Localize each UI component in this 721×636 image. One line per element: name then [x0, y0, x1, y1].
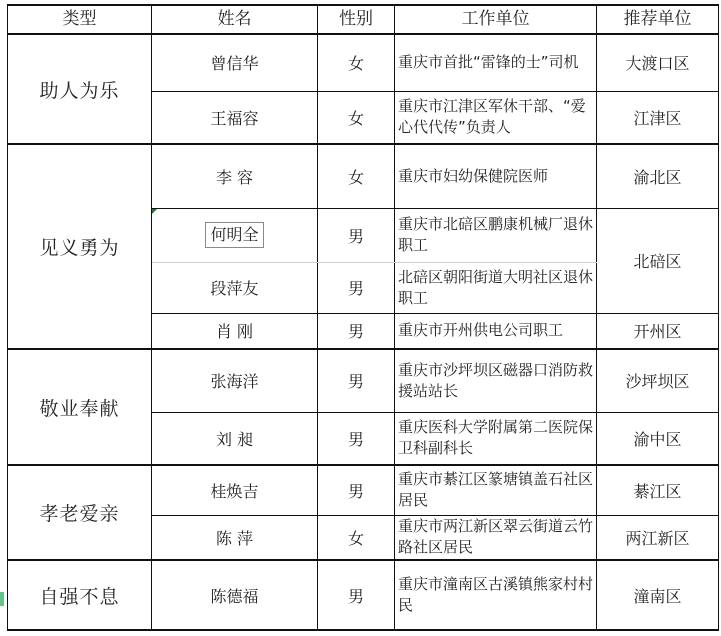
work-cell[interactable]: 重庆市江津区军休干部、“爱心代代传”负责人 [395, 91, 597, 144]
region-cell[interactable]: 潼南区 [597, 560, 719, 630]
group-cell[interactable]: 助人为乐 [8, 34, 152, 144]
table-row [8, 465, 719, 515]
region-cell[interactable]: 江津区 [597, 91, 719, 144]
region-cell[interactable]: 北碚区 [597, 208, 719, 313]
comment-flag-icon [152, 209, 157, 214]
name-cell[interactable]: 刘 昶 [152, 412, 318, 465]
header-region[interactable]: 推荐单位 [597, 5, 719, 34]
gender-cell[interactable]: 女 [318, 91, 395, 144]
gender-cell[interactable]: 男 [318, 262, 395, 313]
work-cell[interactable]: 重庆市首批“雷锋的士”司机 [395, 34, 597, 91]
table-row [8, 560, 719, 630]
name-cell[interactable]: 李 容 [152, 144, 318, 208]
header-gender[interactable]: 性别 [318, 5, 395, 34]
region-cell[interactable]: 两江新区 [597, 515, 719, 560]
gender-cell[interactable]: 男 [318, 465, 395, 515]
name-cell[interactable]: 王福容 [152, 91, 318, 144]
group-cell[interactable]: 孝老爱亲 [8, 465, 152, 560]
name-cell[interactable]: 陈德福 [152, 560, 318, 630]
table-row [8, 144, 719, 208]
region-cell[interactable]: 渝北区 [597, 144, 719, 208]
gender-cell[interactable]: 女 [318, 34, 395, 91]
name-cell[interactable]: 桂焕吉 [152, 465, 318, 515]
work-cell[interactable]: 重庆市綦江区篆塘镇盖石社区居民 [395, 465, 597, 515]
name-cell[interactable]: 段萍友 [152, 262, 318, 313]
gender-cell[interactable]: 男 [318, 208, 395, 262]
work-cell[interactable]: 重庆医科大学附属第二医院保卫科副科长 [395, 412, 597, 465]
group-cell[interactable]: 自强不息 [8, 560, 152, 630]
gender-cell[interactable]: 男 [318, 412, 395, 465]
region-cell[interactable]: 大渡口区 [597, 34, 719, 91]
work-cell[interactable]: 重庆市北碚区鹏康机械厂退休职工 [395, 208, 597, 262]
work-cell[interactable]: 重庆市两江新区翠云街道云竹路社区居民 [395, 515, 597, 560]
region-cell[interactable]: 綦江区 [597, 465, 719, 515]
gender-cell[interactable]: 男 [318, 313, 395, 349]
work-cell[interactable]: 重庆市妇幼保健院医师 [395, 144, 597, 208]
header-work[interactable]: 工作单位 [395, 5, 597, 34]
name-cell[interactable]: 肖 刚 [152, 313, 318, 349]
work-cell[interactable]: 重庆市开州供电公司职工 [395, 313, 597, 349]
gender-cell[interactable]: 男 [318, 349, 395, 412]
gender-cell[interactable]: 女 [318, 144, 395, 208]
name-cell-selected[interactable] [152, 208, 318, 262]
region-cell[interactable]: 沙坪坝区 [597, 349, 719, 412]
group-cell[interactable]: 敬业奉献 [8, 349, 152, 465]
region-cell[interactable]: 开州区 [597, 313, 719, 349]
table-row [8, 349, 719, 412]
work-cell[interactable]: 重庆市潼南区古溪镇熊家村村民 [395, 560, 597, 630]
honor-list-table [7, 4, 719, 631]
region-cell[interactable]: 渝中区 [597, 412, 719, 465]
gender-cell[interactable]: 女 [318, 515, 395, 560]
selected-name[interactable]: 何明全 [205, 222, 263, 248]
header-row [8, 5, 719, 34]
gender-cell[interactable]: 男 [318, 560, 395, 630]
group-cell[interactable]: 见义勇为 [8, 144, 152, 349]
work-cell[interactable]: 重庆市沙坪坝区磁器口消防救援站站长 [395, 349, 597, 412]
name-cell[interactable]: 张海洋 [152, 349, 318, 412]
gutter-marker [0, 592, 4, 606]
name-cell[interactable]: 陈 萍 [152, 515, 318, 560]
work-cell[interactable]: 北碚区朝阳街道大明社区退休职工 [395, 262, 597, 313]
name-cell[interactable]: 曾信华 [152, 34, 318, 91]
header-type[interactable]: 类型 [8, 5, 152, 34]
header-name[interactable]: 姓名 [152, 5, 318, 34]
table-row [8, 34, 719, 91]
